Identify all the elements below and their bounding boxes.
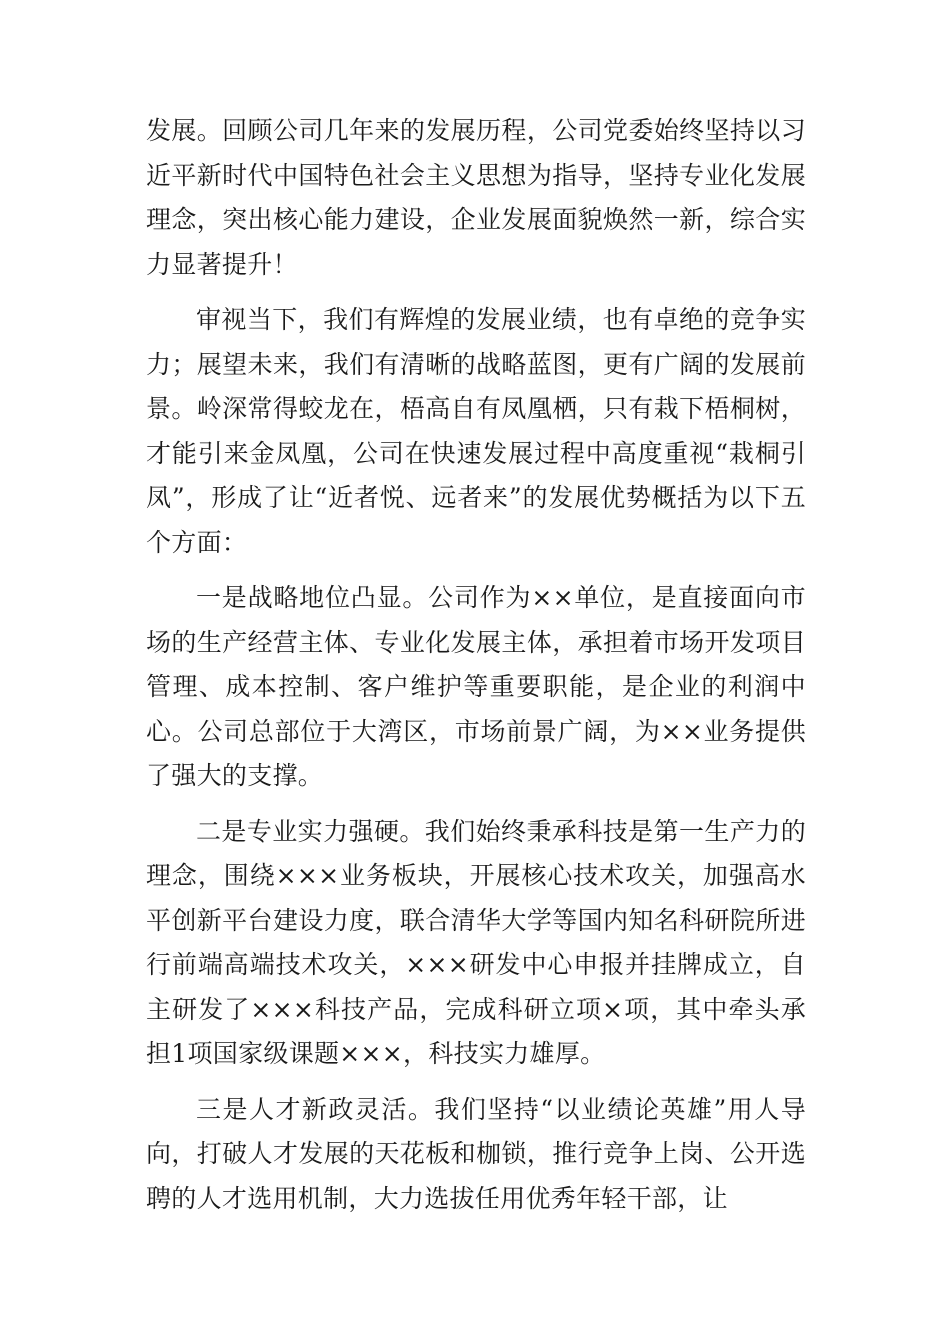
document-body	[146, 109, 806, 1232]
paragraph-point-three: 三是人才新政灵活。我们坚持“以业绩论英雄”用人导向，打破人才发展的天花板和枷锁，推行竞争上岗、公开选聘的人才选用机制，大力选拔任用优秀年轻干部，让	[146, 1094, 806, 1213]
paragraph-continuation: 发展。回顾公司几年来的发展历程，公司党委始终坚持以习近平新时代中国特色社会主义思想为指导，坚持专业化发展理念，突出核心能力建设，企业发展面貌焕然一新，综合实力显著提升！	[146, 116, 806, 279]
paragraph-point-two: 二是专业实力强硬。我们始终秉承科技是第一生产力的理念，围绕×××业务板块，开展核心技术攻关，加强高水平创新平台建设力度，联合清华大学等国内知名科研院所进行前端高端技术攻关，×××研发中心申报并挂牌成立，自主研发了×××科技产品，完成科研立项×项，其中牵头承担1项国家级课题×××，科技实力雄厚。	[146, 816, 806, 1068]
paragraph-overview: 审视当下，我们有辉煌的发展业绩，也有卓绝的竞争实力；展望未来，我们有清晰的战略蓝图，更有广阔的发展前景。岭深常得蛟龙在，梧高自有凤凰栖，只有栽下梧桐树，才能引来金凤凰，公司在快速发展过程中高度重视“栽桐引凤”，形成了让“近者悦、远者来”的发展优势概括为以下五个方面：	[146, 305, 806, 557]
paragraph-point-one: 一是战略地位凸显。公司作为××单位，是直接面向市场的生产经营主体、专业化发展主体，承担着市场开发项目管理、成本控制、客户维护等重要职能，是企业的利润中心。公司总部位于大湾区，市场前景广阔，为××业务提供了强大的支撑。	[146, 583, 806, 790]
